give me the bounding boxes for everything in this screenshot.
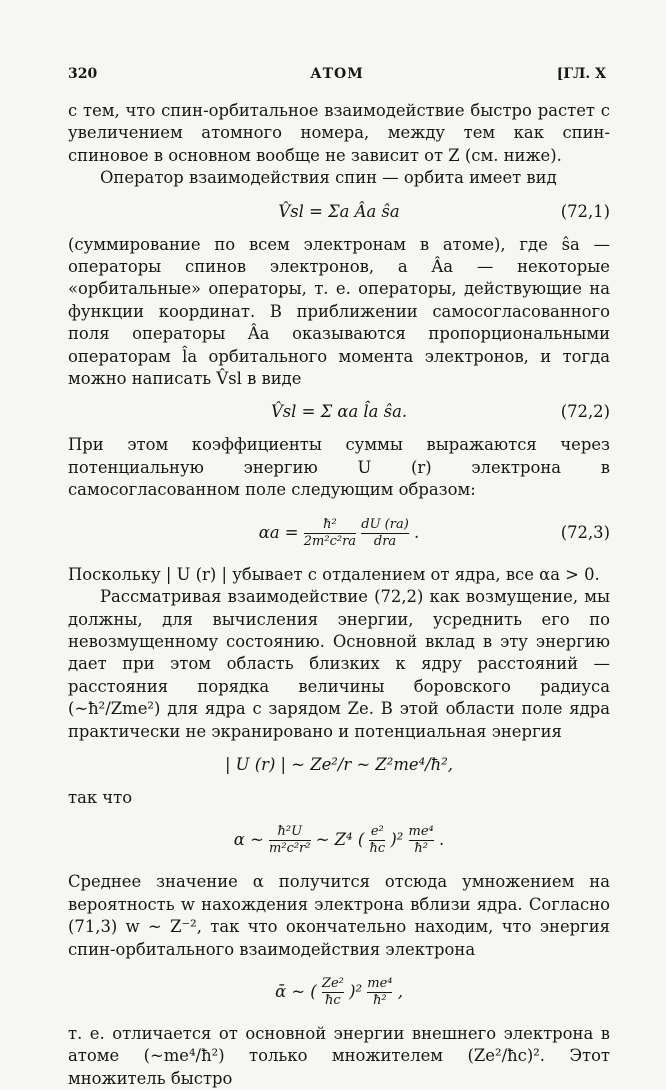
paragraph: так что (68, 787, 133, 807)
fraction (367, 976, 392, 1009)
equation-lhs: αa = (258, 522, 299, 542)
equation-body: V̂sl = Σ αa l̂a ŝa. (270, 402, 408, 422)
equation-tail: , (397, 981, 403, 1001)
equation-number: (72,2) (560, 402, 610, 422)
fraction-denominator: ħ² (367, 992, 392, 1009)
fraction-denominator: ħc (369, 841, 386, 857)
fraction-numerator: me⁴ (408, 824, 434, 840)
paragraph: Рассматривая взаимодействие (72,2) как возмущение, мы должны, для вычисления энергии, усреднить его по невозмущенному состоянию. Основной вклад в эту энергию дает при этом область близких к ядру расстояний — расстояния порядка величины боровского радиуса (~ħ²/Zme²) для ядра с зарядом Ze. В этой области поле ядра практически не экранировано и потенциальная энергия (68, 587, 610, 741)
equation-mid: ~ Z⁴ ( (315, 830, 365, 850)
equation-body: | U (r) | ~ Ze²/r ~ Z²me⁴/ħ², (224, 754, 454, 774)
equation-mid: )² (390, 830, 404, 850)
fraction (361, 517, 409, 550)
paragraph: Оператор взаимодействия спин — орбита имеет вид (100, 168, 557, 188)
fraction (269, 824, 310, 857)
paragraph: (суммирование по всем электронам в атоме), где ŝa — операторы спинов электронов, а Âa — некоторые «орбитальные» операторы, т. е. операторы, действующие на функции координат. В приближении самосогласованного поля операторы Âa оказываются пропорциональными операторам l̂a орбитального момента электронов, и тогда можно написать V̂sl в виде (68, 234, 610, 389)
fraction-denominator: dra (361, 533, 409, 550)
running-title: АТОМ (310, 66, 364, 82)
paragraph: т. е. отличается от основной энергии внешнего электрона в атоме (~me⁴/ħ²) только множителем (Ze²/ħc)². Этот множитель быстро (68, 1023, 610, 1088)
fraction-denominator: m²c²r² (269, 841, 311, 857)
equation-72-1 (68, 196, 610, 228)
paragraph: Среднее значение α получится отсюда умножением на вероятность w нахождения электрона вблизи ядра. Согласно (71,3) w ~ Z⁻², так что окончательно находим, что энергия спин-орбитального взаимодействия электрона (68, 872, 610, 959)
paragraph: с тем, что спин-орбитальное взаимодействие быстро растет с увеличением атомного номера, между тем как спин-спиновое в основном вообще не зависит от Z (см. ниже). (68, 101, 610, 165)
equation-number: (72,1) (560, 201, 610, 221)
fraction (369, 824, 385, 857)
fraction-denominator: 2m²c²ra (303, 533, 357, 549)
fraction (304, 517, 356, 550)
equation-72-3 (68, 508, 610, 558)
chapter-label: [ГЛ. X (556, 66, 606, 82)
fraction-numerator: Ze² (321, 975, 344, 991)
equation-potential (68, 749, 610, 781)
fraction-numerator: dU (ra) (361, 516, 409, 532)
fraction-denominator: ħ² (409, 840, 434, 857)
fraction (409, 824, 434, 857)
fraction-numerator: ħ²U (277, 824, 303, 840)
page-body (68, 100, 610, 1090)
equation-lhs: ᾱ ~ ( (275, 981, 317, 1001)
equation-lhs: α ~ (233, 830, 264, 850)
equation-alpha (68, 815, 610, 865)
paragraph: Поскольку | U (r) | убывает с отдалением от ядра, все αa > 0. (68, 564, 600, 584)
page-header (68, 66, 606, 86)
fraction (322, 976, 344, 1009)
fraction-denominator: ħc (322, 992, 344, 1009)
equation-body: V̂sl = Σa Âa ŝa (278, 201, 400, 221)
paragraph: При этом коэффициенты суммы выражаются через потенциальную энергию U (r) электрона в самосогласованном поле следующим образом: (68, 435, 610, 500)
equation-tail: . (414, 522, 420, 542)
fraction-numerator: ħ² (323, 516, 337, 532)
fraction-numerator: e² (370, 824, 384, 840)
equation-number: (72,3) (560, 522, 610, 542)
page-number: 320 (68, 66, 98, 82)
equation-72-2 (68, 396, 610, 428)
equation-alpha-mean (68, 967, 610, 1017)
fraction-numerator: me⁴ (367, 975, 393, 991)
equation-mid: )² (349, 981, 363, 1001)
equation-tail: . (438, 830, 445, 850)
